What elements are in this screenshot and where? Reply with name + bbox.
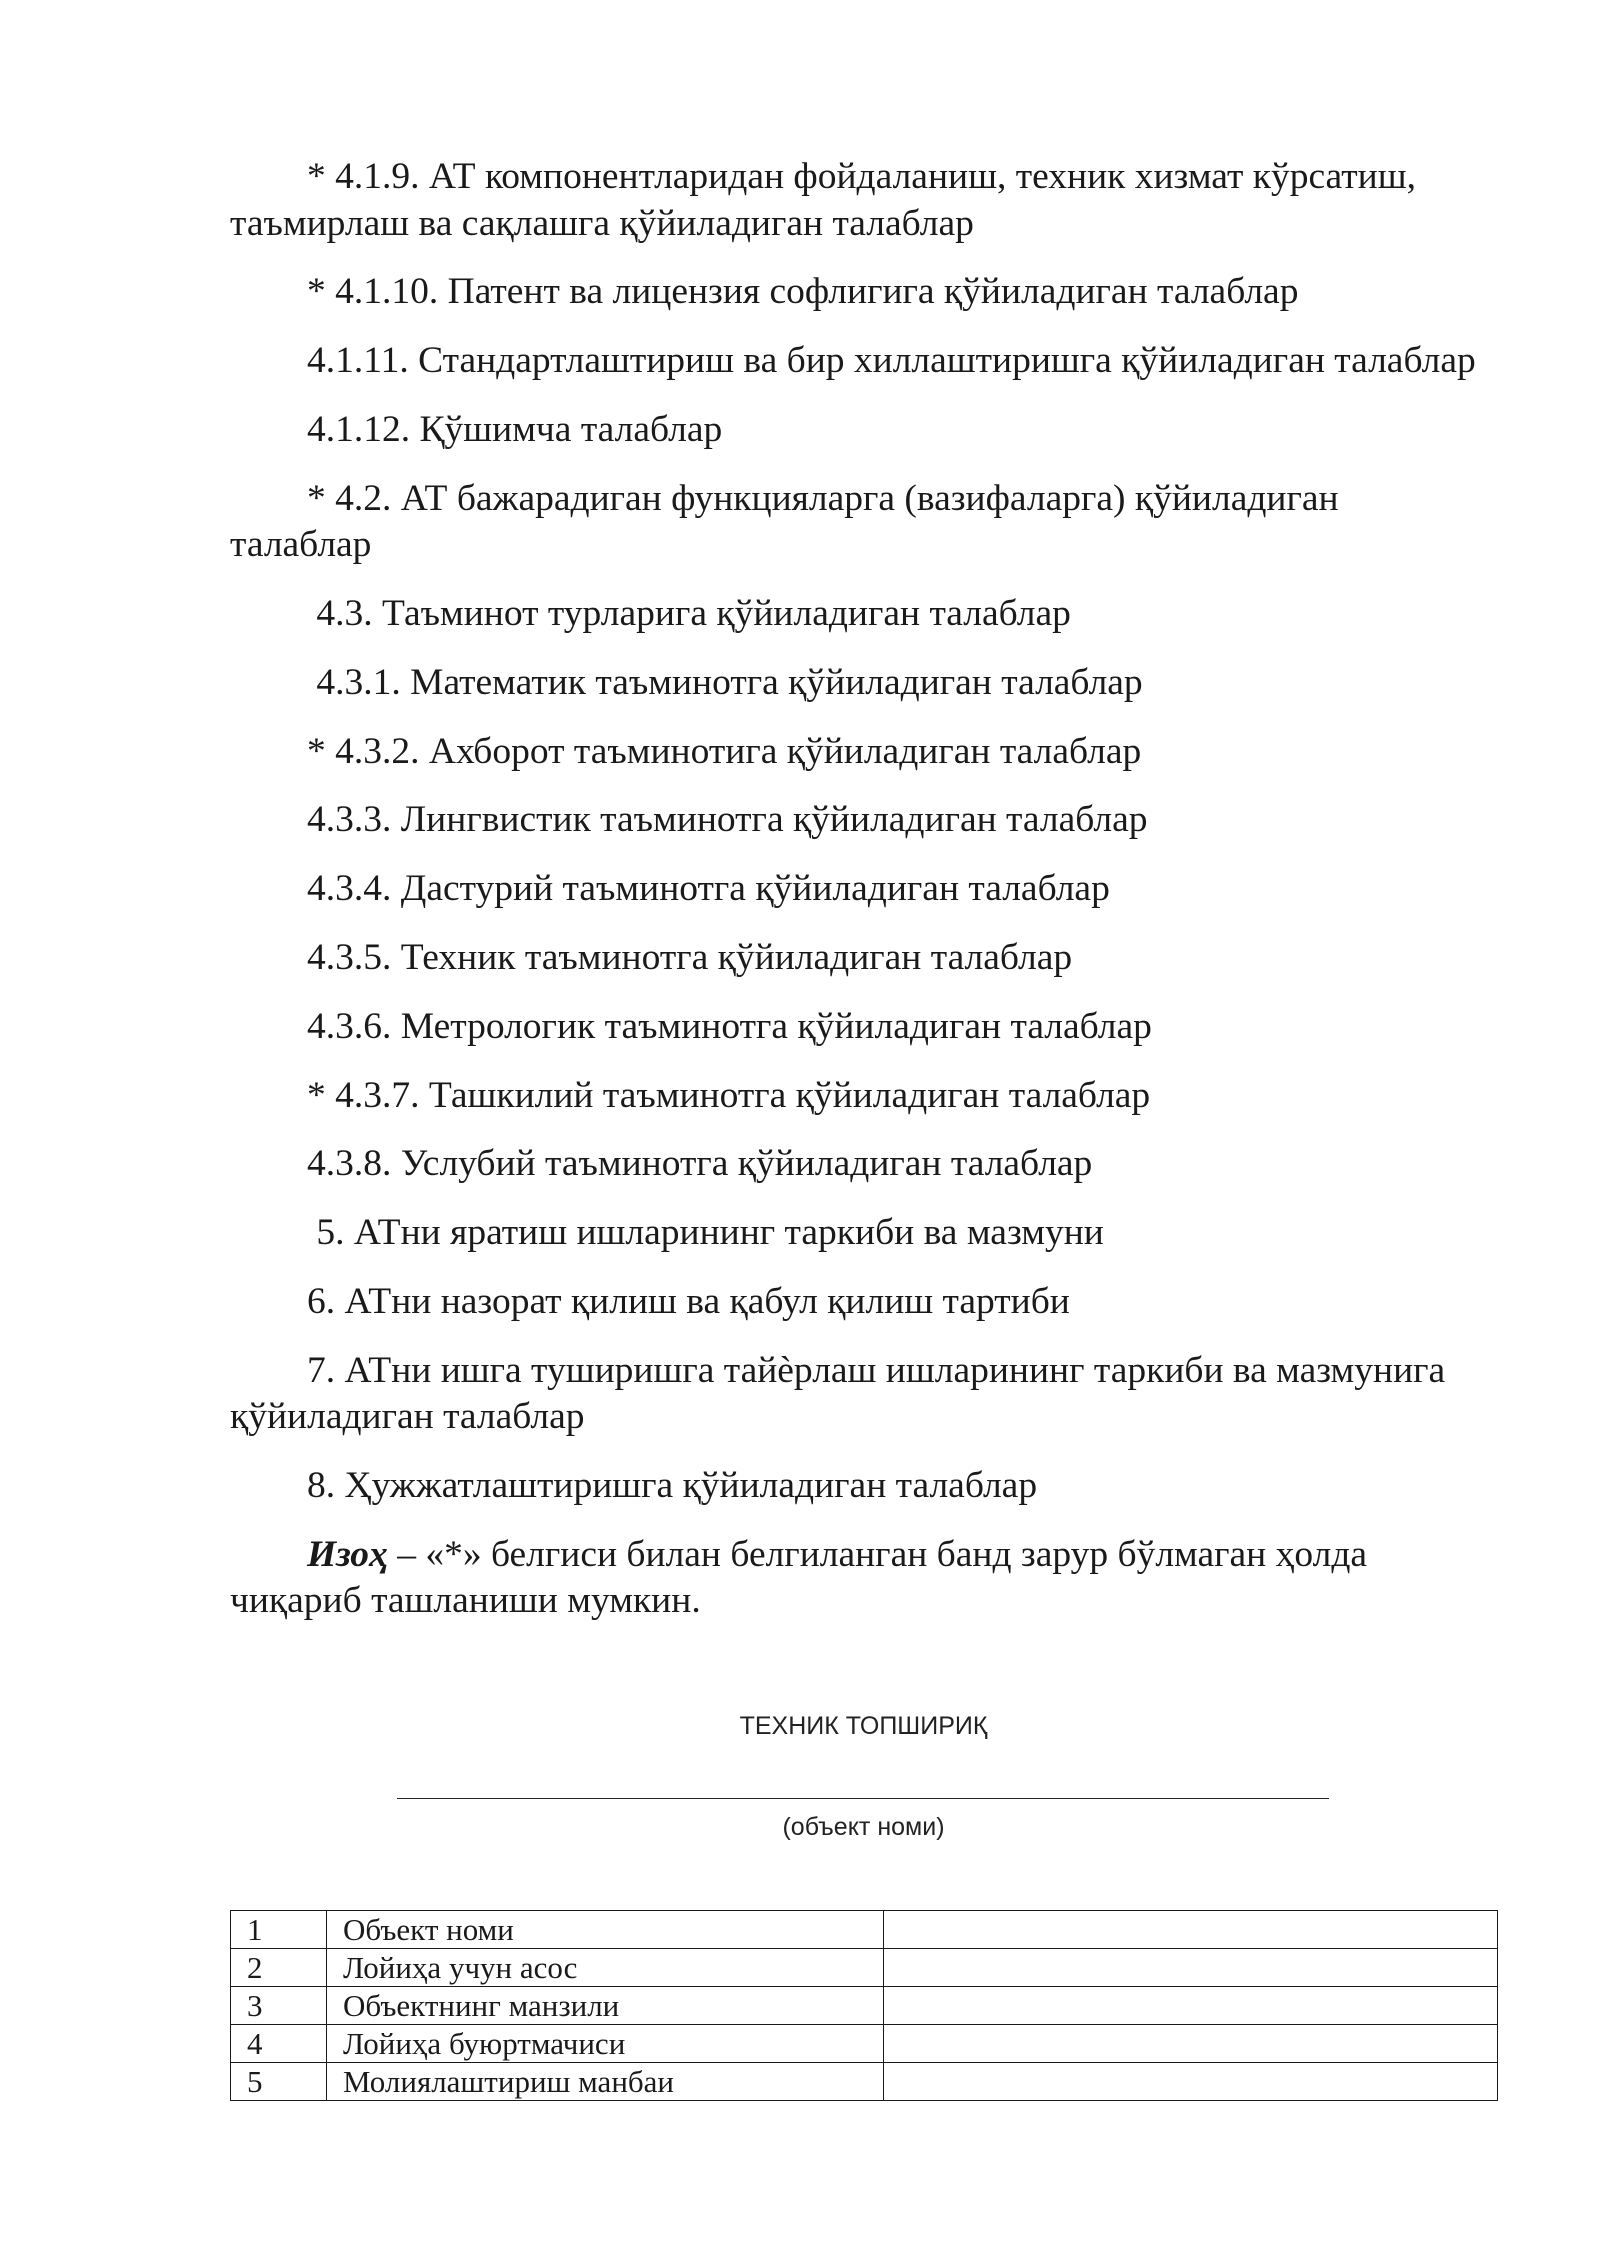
paragraph-line: * 4.1.9. АТ компонентларидан фойдаланиш, техник хизмат кўрсатиш, bbox=[307, 156, 1416, 197]
table-row bbox=[231, 2025, 1498, 2063]
paragraph-4-3-5 bbox=[230, 935, 1520, 982]
paragraph-line: 6. АТни назорат қилиш ва қабул қилиш тартиби bbox=[307, 1280, 1070, 1322]
row-number-cell: 5 bbox=[231, 2063, 327, 2101]
paragraph-line: * 4.2. АТ бажарадиган функцияларга (вазифаларга) қўйиладиган bbox=[307, 477, 1339, 519]
row-number-cell: 4 bbox=[231, 2025, 327, 2063]
row-label-cell: Объектнинг манзили bbox=[327, 1987, 884, 2025]
paragraph-line: чиқариб ташланиши мумкин. bbox=[230, 1580, 701, 1622]
paragraph-4-3-6 bbox=[230, 1004, 1520, 1051]
paragraph-line: 8. Ҳужжатлаштиришга қўйиладиган талаблар bbox=[307, 1465, 1038, 1507]
paragraph-4-3-1 bbox=[230, 660, 1520, 707]
row-value-cell bbox=[884, 2063, 1498, 2101]
row-value-cell bbox=[884, 1911, 1498, 1949]
paragraph-4-3-7 bbox=[230, 1073, 1520, 1120]
paragraph-line: 7. АТни ишга туширишга тайѐрлаш ишларининг таркиби ва мазмунига bbox=[307, 1349, 1446, 1391]
paragraph-line: қўйиладиган талаблар bbox=[230, 1396, 585, 1438]
paragraph-4-1-9 bbox=[230, 154, 1520, 247]
row-value-cell bbox=[884, 2025, 1498, 2063]
paragraph-4-2 bbox=[230, 476, 1520, 569]
paragraph-line: 4.3.4. Дастурий таъминотга қўйиладиган талаблар bbox=[307, 868, 1110, 910]
paragraph-line: таъмирлаш ва сақлашга қўйиладиган талаблар bbox=[230, 202, 974, 244]
paragraph-4-3 bbox=[230, 591, 1520, 638]
note-label: Изоҳ bbox=[307, 1533, 388, 1575]
note-text: – «*» белгиси билан белгиланган банд зарур бўлмаган ҳолда bbox=[387, 1533, 1368, 1575]
paragraph-line: талаблар bbox=[230, 524, 372, 566]
paragraph-4-3-8 bbox=[230, 1141, 1520, 1188]
row-label-cell: Лойиҳа буюртмачиси bbox=[327, 2025, 884, 2063]
paragraph-line bbox=[230, 1532, 1520, 1579]
paragraph-4-3-3 bbox=[230, 797, 1520, 844]
note-paragraph bbox=[230, 1532, 1520, 1625]
paragraph-4-1-10 bbox=[230, 269, 1520, 316]
paragraph-line: 4.3. Таъминот турларига қўйиладиган талаблар bbox=[307, 592, 1071, 634]
object-name-line bbox=[397, 1798, 1329, 1799]
paragraph-4-1-12 bbox=[230, 407, 1520, 454]
paragraph-line: 4.3.5. Техник таъминотга қўйиладиган талаблар bbox=[307, 936, 1073, 978]
table-row bbox=[231, 2063, 1498, 2101]
object-name-caption: (объект номи) bbox=[782, 1813, 945, 1841]
row-label-cell: Молиялаштириш манбаи bbox=[327, 2063, 884, 2101]
paragraph-7 bbox=[230, 1348, 1520, 1441]
paragraph-4-1-11 bbox=[230, 338, 1520, 385]
table-row bbox=[231, 1987, 1498, 2025]
paragraph-line: 4.1.11. Стандартлаштириш ва бир хиллаштиришга қўйиладиган талаблар bbox=[307, 340, 1476, 382]
document-body bbox=[230, 154, 1520, 1647]
paragraph-4-3-4 bbox=[230, 866, 1520, 913]
paragraph-4-3-2 bbox=[230, 729, 1520, 776]
table-row bbox=[231, 1911, 1498, 1949]
row-number-cell: 3 bbox=[231, 1987, 327, 2025]
row-number-cell: 1 bbox=[231, 1911, 327, 1949]
paragraph-line: 4.1.12. Қўшимча талаблар bbox=[307, 408, 723, 450]
paragraph-line: * 4.3.7. Ташкилий таъминотга қўйиладиган талаблар bbox=[307, 1074, 1151, 1116]
paragraph-line: * 4.1.10. Патент ва лицензия софлигига қўйиладиган талаблар bbox=[307, 271, 1299, 313]
paragraph-line: * 4.3.2. Ахборот таъминотига қўйиладиган талаблар bbox=[307, 730, 1142, 772]
paragraph-line: 4.3.1. Математик таъминотга қўйиладиган талаблар bbox=[307, 661, 1143, 703]
form-title: ТЕХНИК ТОПШИРИҚ bbox=[739, 1712, 988, 1740]
row-number-cell: 2 bbox=[231, 1949, 327, 1987]
paragraph-line: 4.3.8. Услубий таъминотга қўйиладиган талаблар bbox=[307, 1143, 1093, 1185]
paragraph-line: 5. АТни яратиш ишларининг таркиби ва мазмуни bbox=[307, 1212, 1104, 1254]
row-value-cell bbox=[884, 1987, 1498, 2025]
paragraph-5 bbox=[230, 1210, 1520, 1257]
row-label-cell: Объект номи bbox=[327, 1911, 884, 1949]
paragraph-8 bbox=[230, 1463, 1520, 1510]
paragraph-line: 4.3.3. Лингвистик таъминотга қўйиладиган талаблар bbox=[307, 799, 1148, 841]
row-label-cell: Лойиҳа учун асос bbox=[327, 1949, 884, 1987]
paragraph-line: 4.3.6. Метрологик таъминотга қўйиладиган талаблар bbox=[307, 1005, 1152, 1047]
paragraph-6 bbox=[230, 1279, 1520, 1326]
table-row bbox=[231, 1949, 1498, 1987]
info-table bbox=[230, 1910, 1498, 2101]
row-value-cell bbox=[884, 1949, 1498, 1987]
